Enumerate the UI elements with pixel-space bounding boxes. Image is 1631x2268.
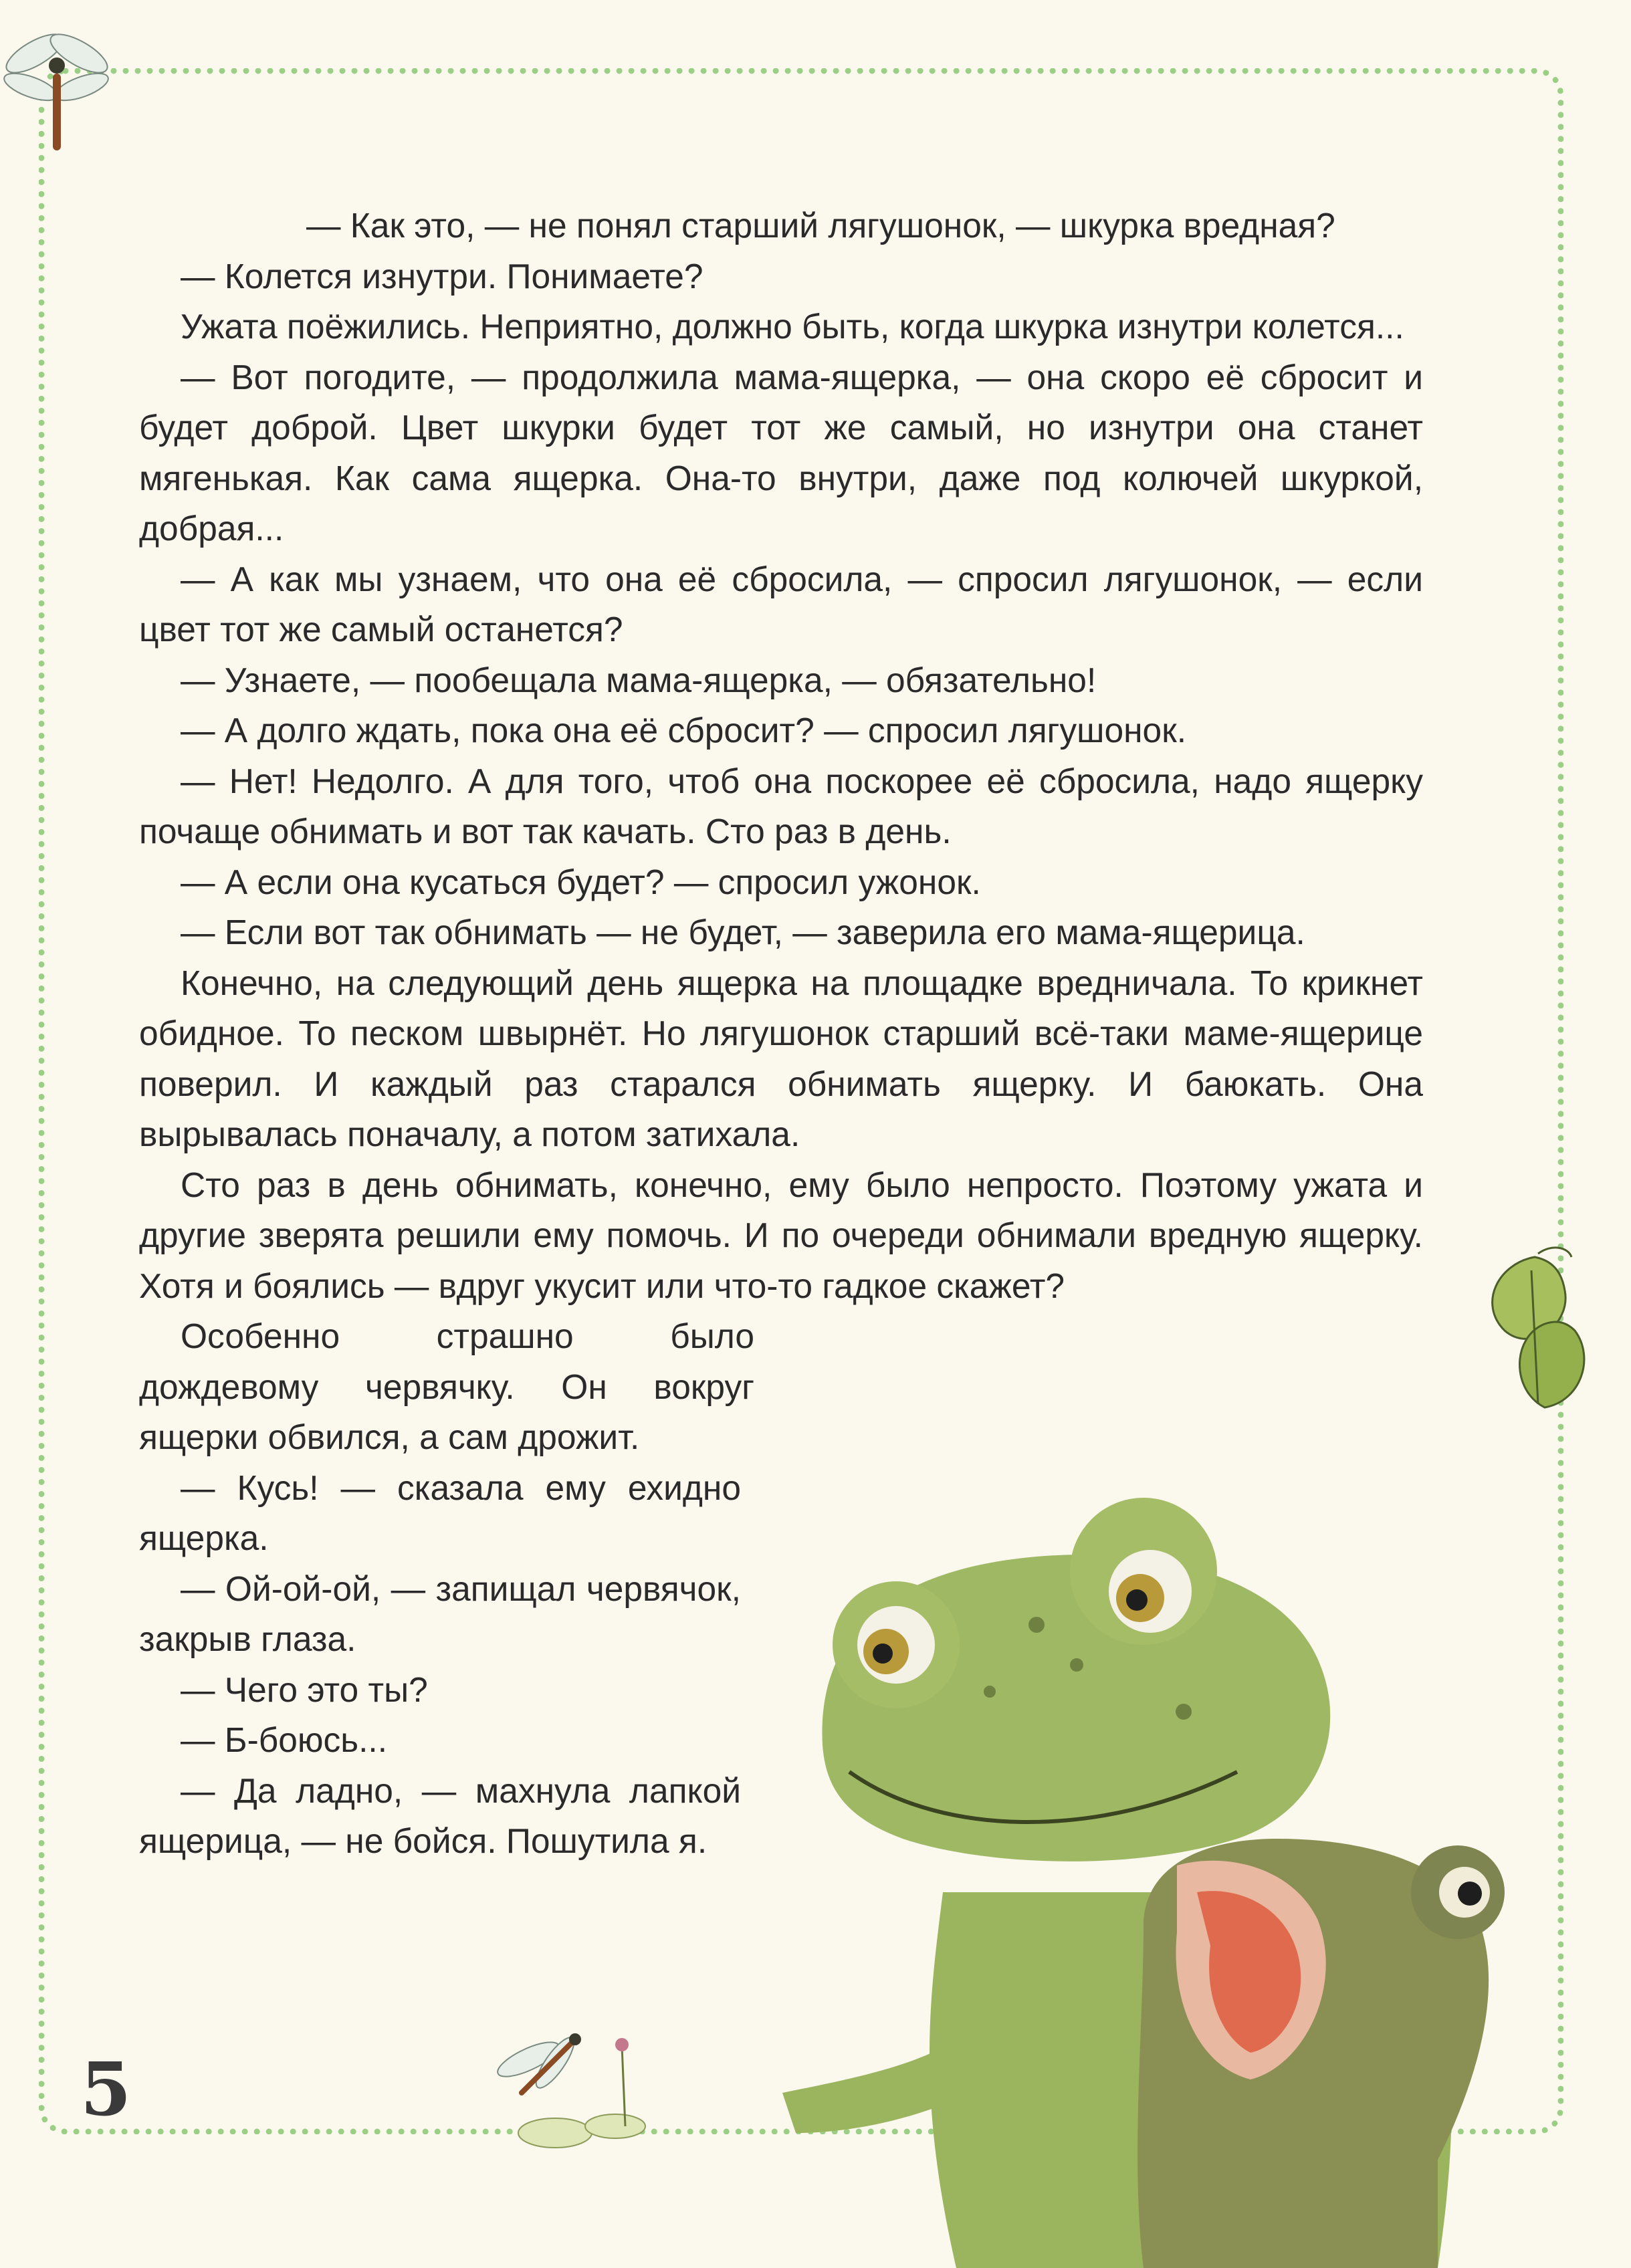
page-number: 5 [80, 2046, 132, 2132]
paragraph: — Да ладно, — махнула лапкой ящерица, — не бойся. Пошутила я. [139, 1771, 741, 1860]
paragraph: — Вот погодите, — продолжила мама-ящерка, — она скоро её сбросит и будет доброй. Цвет шкурки будет тот же самый, но изнутри она станет мягенькая. Как сама ящерка. Она-то внутри, даже под колючей шкуркой, добрая... [139, 357, 1423, 548]
paragraph: — А как мы узнаем, что она её сбросила, — спросил лягушонок, — если цвет тот же самый останется? [139, 559, 1423, 649]
paragraph: — А долго ждать, пока она её сбросит? — спросил лягушонок. [181, 711, 1187, 750]
paragraph: — А если она кусаться будет? — спросил ужонок. [181, 862, 981, 901]
paragraph: — Нет! Недолго. А для того, чтоб она поскорее её сбросила, надо ящерку почаще обнимать и вот так качать. Сто раз в день. [139, 761, 1423, 850]
paragraph: — Как это, — не понял старший лягушонок, — шкурка вредная? [306, 206, 1335, 245]
paragraph: — Если вот так обнимать — не будет, — заверила его мама-ящерица. [181, 913, 1305, 951]
paragraph: — Чего это ты? [181, 1670, 428, 1709]
paragraph: Сто раз в день обнимать, конечно, ему было непросто. Поэтому ужата и другие зверята решили ему помочь. И по очереди обнимали вредную ящерку. Хотя и боялись — вдруг укусит или что-то гадкое скажет? [139, 1165, 1423, 1305]
dragonfly-icon [0, 13, 114, 154]
paragraph: Особенно страшно было дождевому червячку. Он вокруг ящерки обвился, а сам дрожит. [139, 1317, 754, 1456]
story-text [139, 201, 1423, 1867]
paragraph: — Ой-ой-ой, — запищал червячок, закрыв глаза. [139, 1569, 741, 1658]
paragraph: — Узнаете, — пообещала мама-ящерка, — обязательно! [181, 660, 1097, 699]
paragraph: — Б-боюсь... [181, 1720, 388, 1759]
leaf-icon [1458, 1244, 1612, 1418]
paragraph: — Кусь! — сказала ему ехидно ящерка. [139, 1468, 741, 1557]
paragraph: Ужата поёжились. Неприятно, должно быть, когда шкурка изнутри колется... [181, 307, 1404, 346]
dragonfly-icon [481, 2026, 682, 2160]
paragraph: Конечно, на следующий день ящерка на площадке вредничала. То крикнет обидное. То песком швырнёт. Но лягушонок старший всё-таки маме-ящерице поверил. И каждый раз старался обнимать ящерку. И баюкать. Она вырывалась поначалу, а потом затихала. [139, 963, 1423, 1153]
paragraph: — Колется изнутри. Понимаете? [181, 256, 703, 296]
